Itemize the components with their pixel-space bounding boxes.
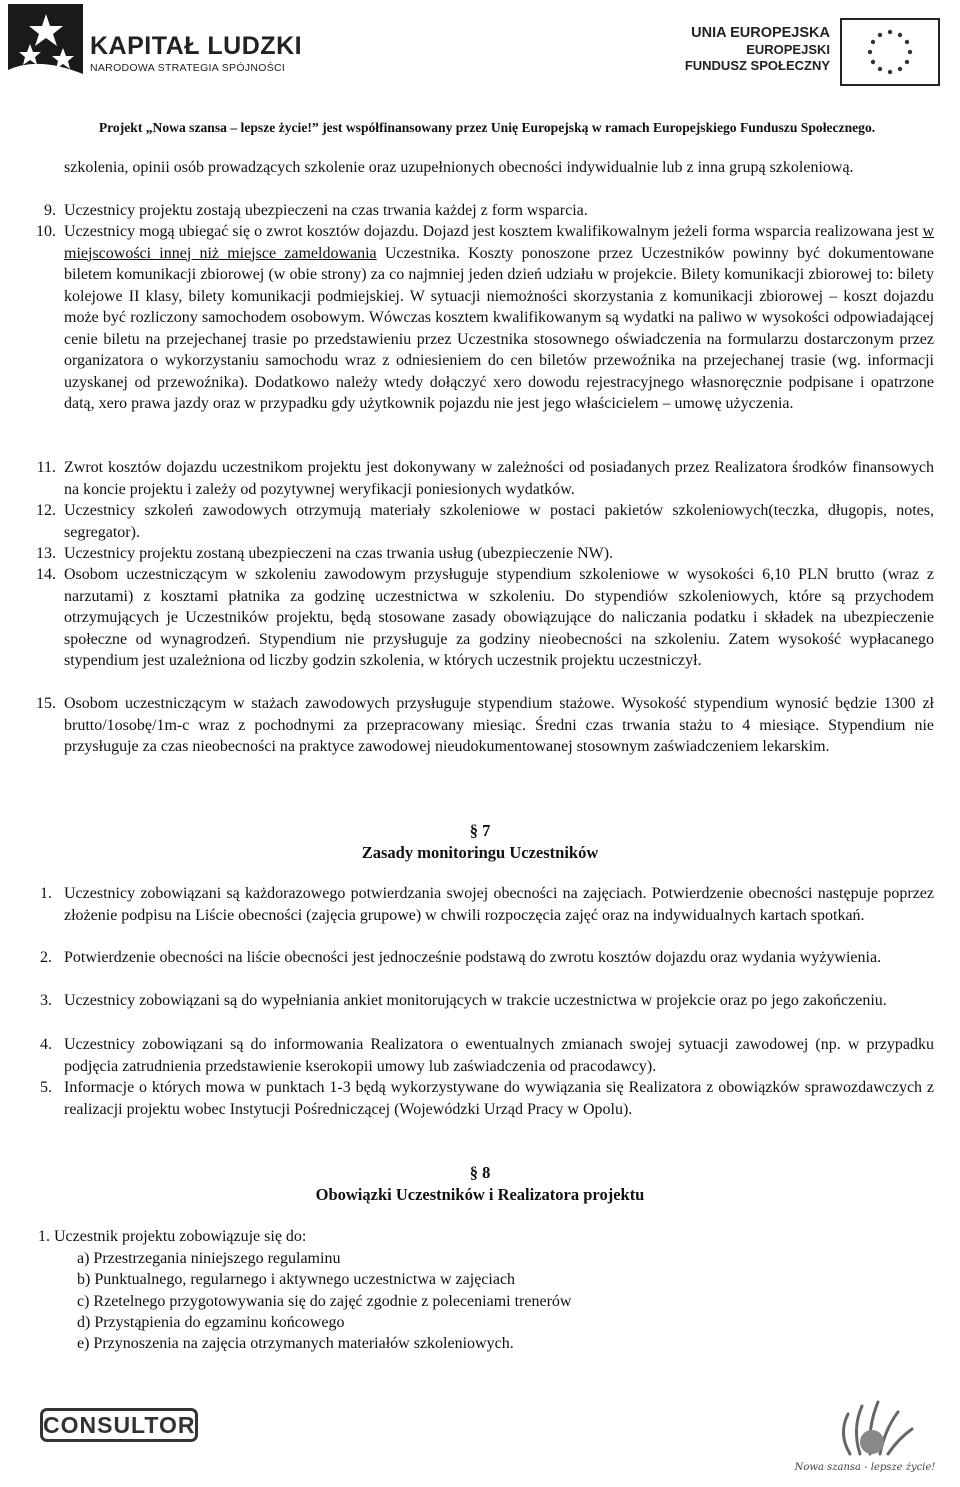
list-number: 3. [40, 992, 52, 1009]
eu-logo-line2: EUROPEJSKI [746, 42, 830, 57]
list-number: 14. [36, 566, 56, 583]
sun-emblem-icon [790, 1384, 940, 1464]
list-item: Uczestnicy szkoleń zawodowych otrzymują materiały szkoleniowe w postaci pakietów szkoleniowych(teczka, długopis, notes, segregator). [64, 502, 934, 541]
list-number: 10. [36, 223, 56, 240]
paragraph-continuation: szkolenia, opinii osób prowadzących szkolenie oraz uzupełnionych obecności indywidualnie lub z inna grupą szkoleniową. [64, 159, 854, 176]
obligation-item: c) Rzetelnego przygotowywania się do zajęć zgodnie z poleceniami trenerów [77, 1293, 572, 1310]
list-item: Uczestnicy projektu zostają ubezpieczeni na czas trwania każdej z form wsparcia. [64, 202, 588, 219]
obligation-item: b) Punktualnego, regularnego i aktywnego uczestnictwa w zajęciach [77, 1271, 516, 1288]
list-item: Informacje o których mowa w punktach 1-3 będą wykorzystywane do wywiązania się Realizatora z obowiązków sprawozdawczych z realizacji projektu wobec Instytucji Pośredniczącej (Wojewódzki Urząd Pracy w Opolu). [64, 1079, 934, 1118]
list-number: 4. [40, 1036, 52, 1053]
list-item: Potwierdzenie obecności na liście obecności jest jednocześnie podstawą do zwrotu kosztów dojazdu oraz wydania wyżywienia. [64, 949, 882, 966]
obligation-item: e) Przynoszenia na zajęcia otrzymanych materiałów szkoleniowych. [77, 1335, 514, 1352]
section-number: § 7 [469, 821, 491, 840]
list-number: 1. [40, 885, 52, 902]
section-title: Obowiązki Uczestników i Realizatora projektu [315, 1185, 645, 1204]
eu-flag-icon [840, 18, 940, 86]
nowa-szansa-text: Nowa szansa - lepsze życie! [794, 1462, 936, 1473]
nowa-szansa-logo [790, 1384, 940, 1484]
list-item [64, 221, 934, 415]
kapital-ludzki-emblem-icon [8, 4, 83, 84]
list-number: 12. [36, 502, 56, 519]
obligation-item: d) Przystąpienia do egzaminu końcowego [77, 1314, 345, 1331]
project-cofinancing-line: Projekt „Nowa szansa – lepsze życie!” jest współfinansowany przez Unię Europejską w ramach Europejskiego Funduszu Społecznego. [98, 120, 876, 135]
eu-logo [684, 18, 940, 88]
list-number: 9. [44, 202, 56, 219]
list-item: Uczestnicy zobowiązani są do informowania Realizatora o ewentualnych zmianach swojej sytuacji zawodowej (np. w przypadku podjęcia zatrudnienia przedstawienie kserokopii umowy lub zaświadczenia od pracodawcy). [64, 1036, 934, 1075]
list-item: Uczestnicy projektu zostaną ubezpieczeni na czas trwania usług (ubezpieczenie NW). [64, 545, 614, 562]
eu-logo-line3: FUNDUSZ SPOŁECZNY [684, 58, 830, 73]
kapital-ludzki-logo [8, 4, 308, 84]
list-item: Osobom uczestniczącym w stażach zawodowych przysługuje stypendium stażowe. Wysokość stypendium wynosić będzie 1300 zł brutto/1osobę/1m-c wraz z pochodnymi za przepracowany miesiąc. Średni czas trwania stażu to 4 miesiące. Stypendium nie przysługuje za czas nieobecności na praktyce zawodowej nieudokumentowanej stosownym zaświadczeniem lekarskim. [64, 695, 934, 755]
list-item: Uczestnicy zobowiązani są do wypełniania ankiet monitorujących w trakcie uczestnictwa w projekcie oraz po jego zakończeniu. [64, 992, 887, 1009]
page-header [0, 0, 960, 145]
list-number: 11. [36, 459, 56, 476]
obligation-item: a) Przestrzegania niniejszego regulaminu [77, 1250, 341, 1267]
list-item: Uczestnicy zobowiązani są każdorazowego potwierdzania swojej obecności na zajęciach. Potwierdzenie obecności następuje poprzez złożenie podpisu na Liście obecności (zajęcia grupowe) w chwili rozpoczęcia zajęć oraz na indywidualnych kartach spotkań. [64, 885, 934, 924]
list-item: Osobom uczestniczącym w szkoleniu zawodowym przysługuje stypendium szkoleniowe w wysokości 6,10 PLN brutto (wraz z narzutami) z kosztami płatnika za godzinę uczestnictwa w szkoleniu. Do stypendiów szkoleniowych, które są przychodem otrzymujących je Uczestników projektu, będą stosowane zasady obowiązujące do naliczania podatku i składek na ubezpieczenie społeczne od wynagrodzeń. Stypendium nie przysługuje za godziny nieobecności na szkoleniu. Zatem wysokość wypłacanego stypendium jest uzależniona od liczby godzin szkolenia, w których uczestnik projektu uczestniczył. [64, 566, 934, 669]
list-number: 15. [36, 695, 56, 712]
list-number: 13. [36, 545, 56, 562]
list-item: Zwrot kosztów dojazdu uczestnikom projektu jest dokonywany w zależności od posiadanych przez Realizatora środków finansowych na koncie projektu i zależy od pozytywnej weryfikacji poniesionych wydatków. [64, 459, 934, 498]
list-item-text-b: Uczestnika. Koszty ponoszone przez Uczestników powinny być dokumentowane biletem komunikacji zbiorowej (w obie strony) za co najmniej jeden dzień udziału w projekcie. Bilety komunikacji zbiorowej to: bilety kolejowe II klasy, bilety komunikacji podmiejskiej. W sytuacji niemożności skorzystania z komunikacji zbiorowej – koszt dojazdu może być rozliczony samochodem osobowym. Wówczas kosztem kwalifikowanym są wydatki na paliwo w wysokości odpowiadającej cenie biletu na przejechanej trasie po przedstawieniu przez Uczestnika stosownego oświadczenia na formularzu dostarczonym przez organizatora o wykorzystaniu samochodu wraz z odniesieniem do cen biletów przewoźnika na przejechanej trasie (wg. informacji uzyskanej od przewoźnika). Dodatkowo należy wtedy dołączyć xero dowodu rejestracyjnego własnoręcznie podpisane i opatrzone datą, xero prawa jazdy oraz w przypadku gdy użytkownik pojazdu nie jest jego właścicielem – umowę użyczenia. [64, 244, 934, 412]
list-item-text-a: Uczestnicy mogą ubiegać się o zwrot kosztów dojazdu. Dojazd jest kosztem kwalifikowalnym jeżeli forma wsparcia realizowana jest [64, 223, 923, 240]
eu-logo-line1: UNIA EUROPEJSKA [691, 25, 830, 41]
obligations-intro: 1. Uczestnik projektu zobowiązuje się do: [38, 1228, 307, 1245]
consultor-logo: CONSULTOR [40, 1408, 198, 1442]
list-item-underlined-text: w miejscowości innej niż miejsce zameldowania [64, 223, 934, 262]
list-number: 2. [40, 949, 52, 966]
kapital-ludzki-title: KAPITAŁ LUDZKI [90, 32, 303, 60]
section-title: Zasady monitoringu Uczestników [361, 843, 599, 862]
kapital-ludzki-subtitle: NARODOWA STRATEGIA SPÓJNOŚCI [90, 62, 286, 74]
section-number: § 8 [469, 1163, 491, 1182]
list-number: 5. [40, 1079, 52, 1096]
